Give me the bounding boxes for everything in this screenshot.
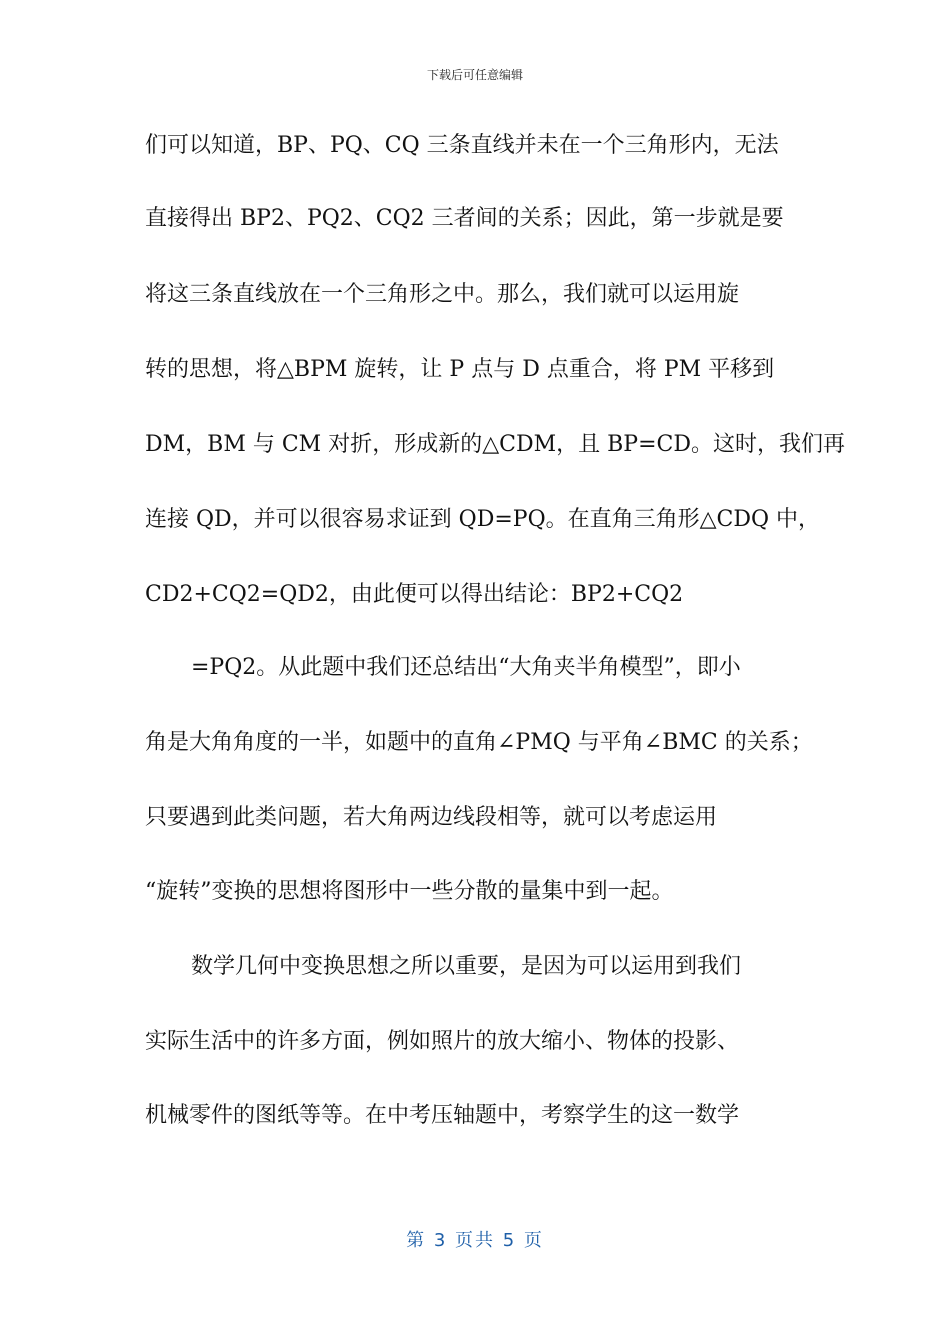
body-line-9: 角是大角角度的一半，如题中的直角∠PMQ 与平角∠BMC 的关系； <box>145 730 813 755</box>
body-line-12: 数学几何中变换思想之所以重要，是因为可以运用到我们 <box>191 954 742 979</box>
page-header: 下载后可任意编辑 <box>426 68 523 82</box>
body-line-2: 直接得出 BP2、PQ2、CQ2 三者间的关系；因此，第一步就是要 <box>145 206 784 231</box>
body-line-1: 们可以知道，BP、PQ、CQ 三条直线并未在一个三角形内，无法 <box>145 133 779 158</box>
body-line-5: DM，BM 与 CM 对折，形成新的△CDM，且 BP=CD。这时，我们再 <box>145 432 845 457</box>
page-footer: 第 3 页共 5 页 <box>406 1230 544 1251</box>
body-line-8: =PQ2。从此题中我们还总结出“大角夹半角模型”，即小 <box>191 655 741 680</box>
body-line-3: 将这三条直线放在一个三角形之中。那么，我们就可以运用旋 <box>145 282 740 307</box>
body-line-6: 连接 QD，并可以很容易求证到 QD=PQ。在直角三角形△CDQ 中， <box>145 507 821 532</box>
body-line-13: 实际生活中的许多方面，例如照片的放大缩小、物体的投影、 <box>145 1029 740 1054</box>
body-line-7: CD2+CQ2=QD2，由此便可以得出结论：BP2+CQ2 <box>145 582 684 607</box>
body-line-10: 只要遇到此类问题，若大角两边线段相等，就可以考虑运用 <box>145 805 718 830</box>
body-line-11: “旋转”变换的思想将图形中一些分散的量集中到一起。 <box>145 879 674 904</box>
body-line-4: 转的思想，将△BPM 旋转，让 P 点与 D 点重合，将 PM 平移到 <box>145 357 775 382</box>
body-line-14: 机械零件的图纸等等。在中考压轴题中，考察学生的这一数学 <box>145 1103 740 1128</box>
